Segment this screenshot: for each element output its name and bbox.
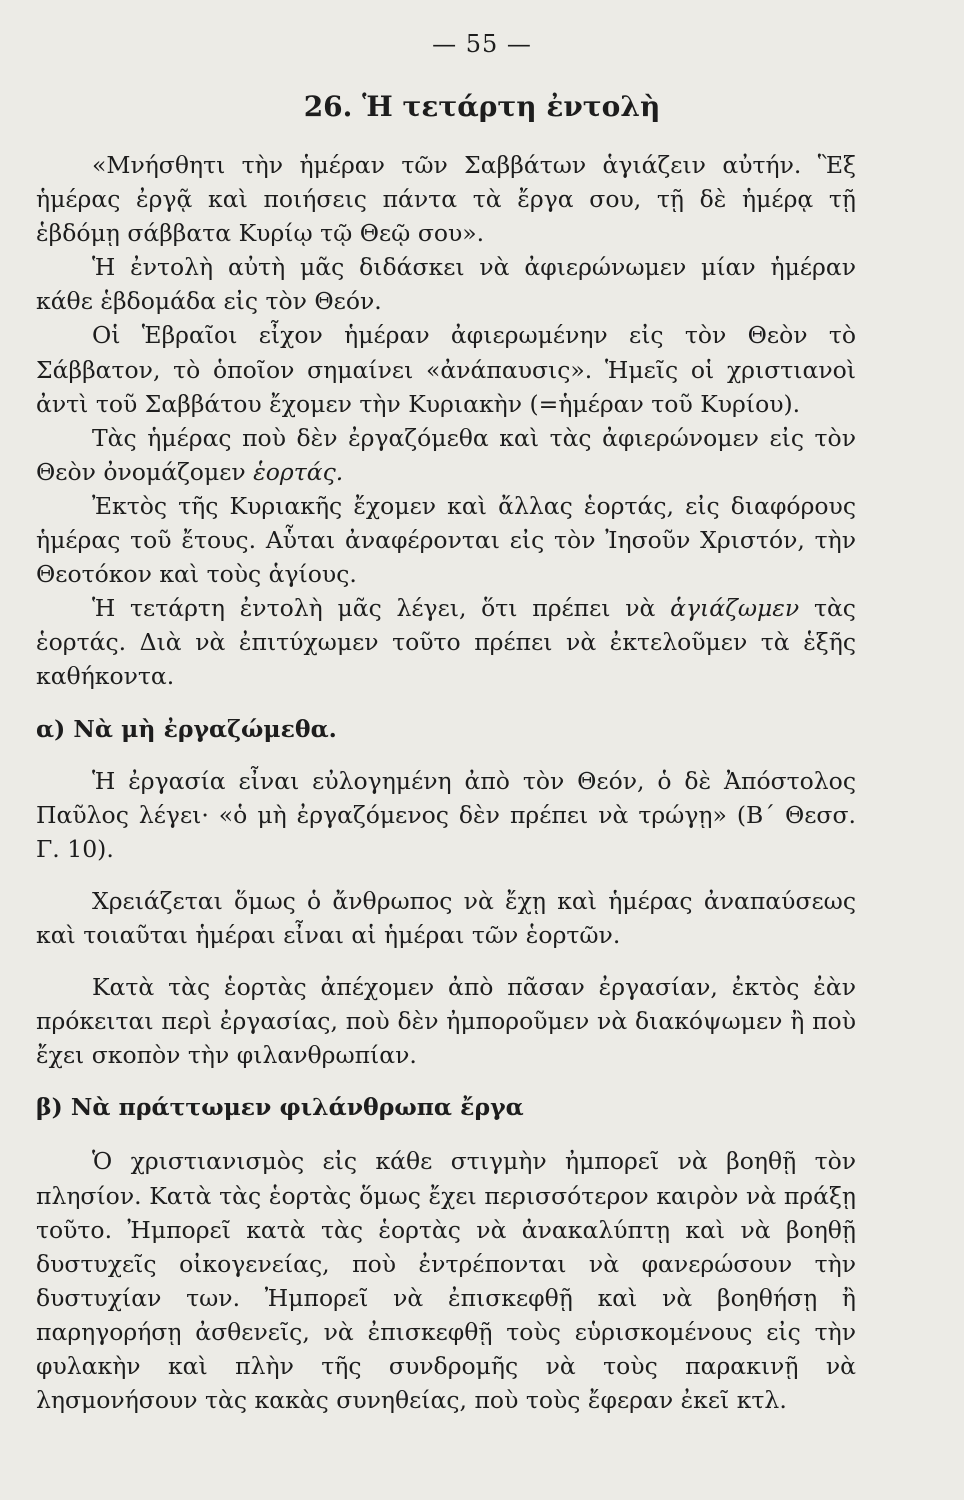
paragraph-feast-days-text: Τὰς ἡμέρας ποὺ δὲν ἐργαζόμεθα καὶ τὰς ἀφιερώνομεν εἰς τὸν Θεὸν ὀνομάζομεν: [36, 423, 856, 486]
paragraph-christianity: Ὁ χριστιανισμὸς εἰς κάθε στιγμὴν ἠμπορεῖ νὰ βοηθῇ τὸν πλησίον. Κατὰ τὰς ἑορτὰς ὅμως ἔχει περισσότερον καιρὸν νὰ πράξῃ τοῦτο. Ἠμπορεῖ κατὰ τὰς ἑορτὰς νὰ ἀνακαλύπτῃ καὶ νὰ βοηθῇ δυστυχεῖς οἰκογενείας, ποὺ ἐντρέπονται νὰ φανερώσουν τὴν δυστυχίαν των. Ἠμπορεῖ νὰ ἐπισκεφθῇ καὶ νὰ βοηθήσῃ ἢ παρηγορήσῃ ἀσθενεῖς, νὰ ἐπισκεφθῇ τοὺς εὑρισκομένους εἰς τὴν φυλακὴν καὶ πλὴν τῆς συνδρομῆς νὰ τοὺς παρακινῇ νὰ λησμονήσουν τὰς κακὰς συνηθείας, ποὺ τοὺς ἔφεραν ἐκεῖ κτλ.: [36, 1147, 856, 1415]
body-text: [36, 148, 856, 1417]
paragraph-fourth-commandment-end: τὰς ἑορτάς. Διὰ νὰ ἐπιτύχωμεν τοῦτο πρέπει νὰ ἐκτελοῦμεν τὰ ἑξῆς καθήκοντα.: [36, 594, 856, 691]
emphasis-agiazomen: ἁγιάζωμεν: [670, 594, 800, 623]
paragraph-abstain-work: Κατὰ τὰς ἑορτὰς ἀπέχομεν ἀπὸ πᾶσαν ἐργασίαν, ἐκτὸς ἐὰν πρόκειται περὶ ἐργασίας, ποὺ δὲν ἠμποροῦμεν νὰ διακόψωμεν ἢ ποὺ ἔχει σκοπὸν τὴν φιλανθρωπίαν.: [36, 973, 856, 1070]
paragraph-work-blessed: Ἡ ἐργασία εἶναι εὐλογημένη ἀπὸ τὸν Θεόν, ὁ δὲ Ἀπόστολος Παῦλος λέγει· «ὁ μὴ ἐργαζόμενος δὲν πρέπει νὰ τρώγῃ» (Β΄ Θεσσ. Γ. 10).: [36, 766, 856, 863]
paragraph-teaches: Ἡ ἐντολὴ αὐτὴ μᾶς διδάσκει νὰ ἀφιερώνωμεν μίαν ἡμέραν κάθε ἑβδομάδα εἰς τὸν Θεόν.: [36, 253, 856, 316]
paragraph-rest-days: Χρειάζεται ὅμως ὁ ἄνθρωπος νὰ ἔχῃ καὶ ἡμέρας ἀναπαύσεως καὶ τοιαῦται ἡμέραι εἶναι αἱ ἡμέραι τῶν ἑορτῶν.: [36, 886, 856, 949]
paragraph-fourth-commandment: [36, 591, 856, 693]
heading-alpha: α) Νὰ μὴ ἐργαζώμεθα.: [36, 714, 337, 743]
paragraph-hebrews: Οἱ Ἑβραῖοι εἶχον ἡμέραν ἀφιερωμένην εἰς τὸν Θεὸν τὸ Σάββατον, τὸ ὁποῖον σημαίνει «ἀνάπαυσις». Ἡμεῖς οἱ χριστιανοὶ ἀντὶ τοῦ Σαββάτου ἔχομεν τὴν Κυριακὴν (=ἡμέραν τοῦ Κυρίου).: [36, 321, 856, 418]
page-number: — 55 —: [432, 30, 532, 58]
paragraph-other-feasts: Ἐκτὸς τῆς Κυριακῆς ἔχομεν καὶ ἄλλας ἑορτάς, εἰς διαφόρους ἡμέρας τοῦ ἔτους. Αὗται ἀναφέρονται εἰς τὸν Ἰησοῦν Χριστόν, τὴν Θεοτόκον καὶ τοὺς ἁγίους.: [36, 491, 856, 589]
heading-beta: β) Νὰ πράττωμεν φιλάνθρωπα ἔργα: [36, 1093, 524, 1122]
paragraph-fourth-commandment-start: Ἡ τετάρτη ἐντολὴ μᾶς λέγει, ὅτι πρέπει νὰ: [92, 594, 656, 623]
paragraph-commandment-quote: «Μνήσθητι τὴν ἡμέραν τῶν Σαββάτων ἁγιάζειν αὐτήν. Ἓξ ἡμέρας ἐργᾷ καὶ ποιήσεις πάντα τὰ ἔργα σου, τῇ δὲ ἡμέρᾳ τῇ ἑβδόμῃ σάββατα Κυρίῳ τῷ Θεῷ σου».: [36, 151, 856, 248]
emphasis-eortas: ἑορτάς.: [253, 457, 344, 486]
paragraph-feast-days: [36, 421, 856, 489]
chapter-title: 26. Ἡ τετάρτη ἐντολὴ: [303, 90, 661, 123]
